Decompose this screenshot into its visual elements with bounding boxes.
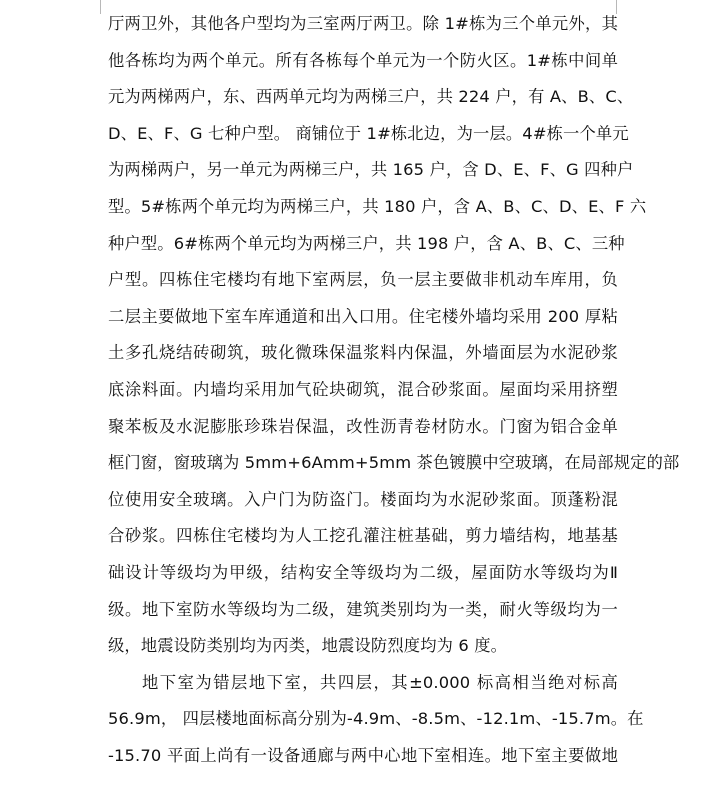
text-line: 为两梯两户，另一单元为两梯三户，共 165 户，含 D、E、F、G 四种户	[108, 160, 634, 180]
text-line: 56.9m， 四层楼地面标高分别为-4.9m、-8.5m、-12.1m、-15.7m。在	[108, 709, 644, 729]
text-line: D、E、F、G 七种户型。 商铺位于 1#栋北边，为一层。4#栋一个单元	[108, 123, 629, 143]
text-line: 框门窗，窗玻璃为 5mm+6Amm+5mm 茶色镀膜中空玻璃，在局部规定的部	[108, 453, 680, 473]
text-line: 厅两卫外，其他各户型均为三室两厅两卫。除 1#栋为三个单元外，其	[108, 14, 618, 33]
text-line: 元为两梯两户，东、西两单元均为两梯三户，共 224 户，有 A、B、C、	[108, 87, 634, 107]
text-line: 底涂料面。内墙均采用加气砼块砌筑，混合砂浆面。屋面均采用挤塑	[108, 379, 618, 399]
text-line: 型。5#栋两个单元均为两梯三户，共 180 户，含 A、B、C、D、E、F 六	[108, 196, 647, 216]
document-body	[108, 6, 680, 774]
text-line: 二层主要做地下室车库通道和出入口用。住宅楼外墙均采用 200 厚粘	[108, 306, 618, 326]
paragraph-last-line: 级，地震设防类别均为丙类，地震设防烈度均为 6 度。	[108, 636, 508, 656]
text-line: 础设计等级均为甲级，结构安全等级均为二级，屋面防水等级均为Ⅱ	[108, 562, 618, 582]
paragraph-first-line: 地下室为错层地下室，共四层，其±0.000 标高相当绝对标高	[142, 672, 618, 692]
text-line: 合砂浆。四栋住宅楼均为人工挖孔灌注桩基础，剪力墙结构，地基基	[108, 526, 618, 546]
text-line: 户型。四栋住宅楼均有地下室两层，负一层主要做非机动车库用，负	[108, 270, 618, 290]
left-margin-marker	[98, 0, 101, 14]
text-line: 种户型。6#栋两个单元均为两梯三户，共 198 户，含 A、B、C、三种	[108, 233, 625, 253]
text-line: 位使用安全玻璃。入户门为防盗门。楼面均为水泥砂浆面。顶蓬粉混	[108, 489, 618, 509]
text-line: 级。地下室防水等级均为二级，建筑类别均为一类，耐火等级均为一	[108, 599, 618, 619]
text-line: -15.70 平面上尚有一设备通廊与两中心地下室相连。地下室主要做地	[108, 745, 618, 765]
text-line: 聚苯板及水泥膨胀珍珠岩保温，改性沥青卷材防水。门窗为铝合金单	[108, 416, 618, 436]
text-line: 土多孔烧结砖砌筑，玻化微珠保温浆料内保温，外墙面层为水泥砂浆	[108, 343, 618, 363]
text-line: 他各栋均为两个单元。所有各栋每个单元为一个防火区。1#栋中间单	[108, 50, 618, 70]
